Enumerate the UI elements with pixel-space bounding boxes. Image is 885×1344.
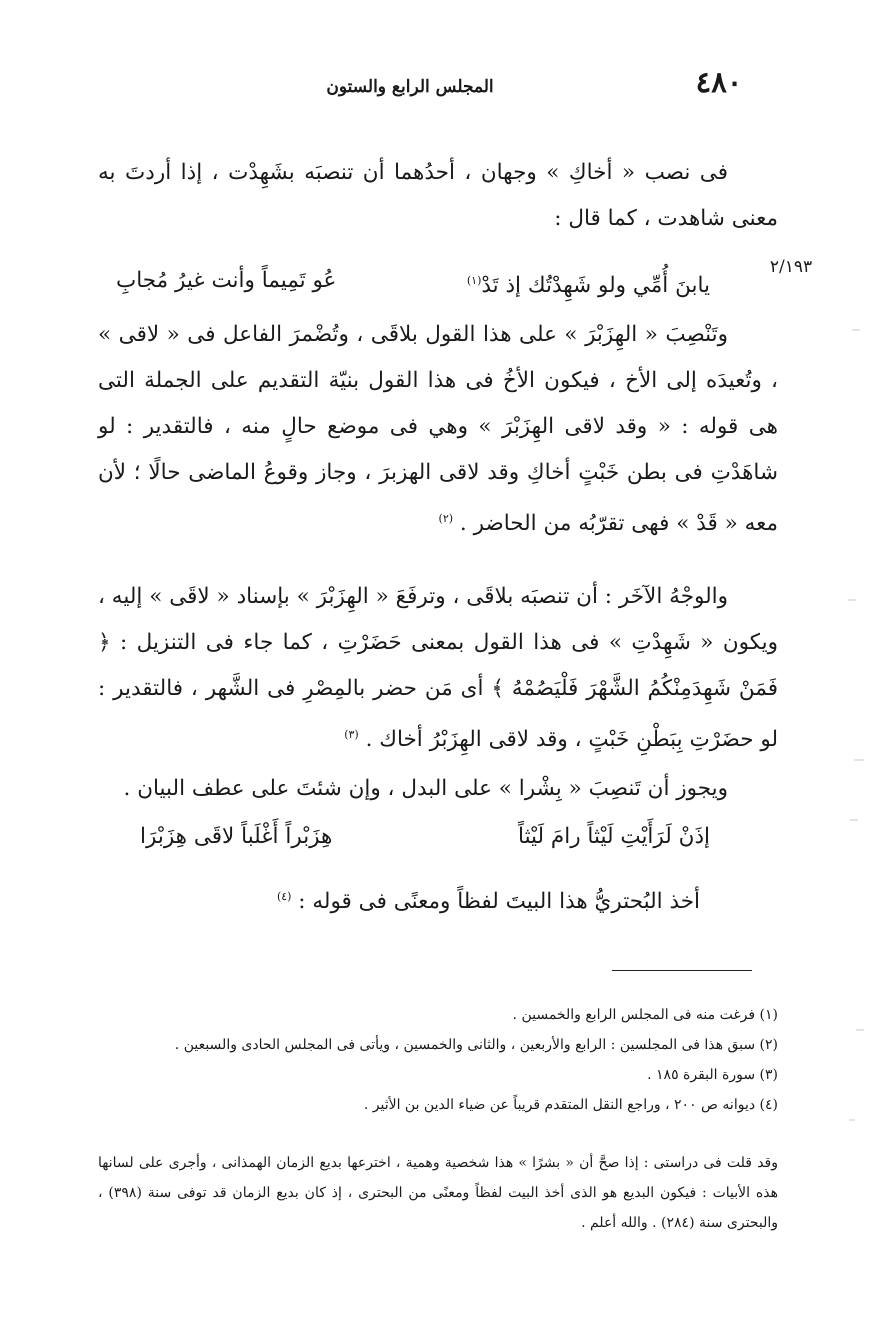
footnote-note: وقد قلت فى دراستى : إذا صحَّ أن « بشرًا » هذا شخصية وهمية ، اخترعها بديع الزمان الهمذانى ، وأجرى على لسانها هذه الأبيات : فيكون البديع هو الذى أخذ البيت لفظاً ومعنًى من البحترى ، إذ كان بديع الزمان قد توفى سنة (٣٩٨) ، والبحترى سنة (٢٨٤) . والله أعلم . (98, 1155, 778, 1231)
paragraph-3 (98, 574, 778, 763)
footnote-mark-2: (٢) (438, 512, 454, 525)
paragraph-5 (100, 874, 700, 925)
footnote-mark-1: (١) (466, 274, 482, 287)
footnote-2: (٢) سبق هذا فى المجلسين : الرابع والأربعين ، والثانى والخمسين ، ويأتى فى المجلس الحادى والسبعين . (174, 1037, 778, 1053)
footnote-1: (١) فرغت منه فى المجلس الرابع والخمسين . (512, 1007, 778, 1023)
paragraph-5-text: أخذ البُحتريُّ هذا البيتَ لفظاً ومعنًى فى قوله : (298, 889, 700, 915)
verse-1-left-hemistich: عُو تَمِيماً وأنت غيرُ مُجابِ (116, 268, 337, 293)
verse-1-right-hemistich (467, 258, 710, 309)
page-number: ٤٨٠ (695, 65, 743, 99)
margin-reference: ٢/١٩٣ (769, 257, 813, 277)
footnote-4: (٤) ديوانه ص ٢٠٠ ، وراجع النقل المتقدم قريباً عن ضياء الدين بن الأثير . (363, 1097, 778, 1113)
verse-2-left-hemistich: هِزَبْراً أَغْلَباً لاقَى هِزَبْرَا (140, 824, 333, 849)
paragraph-3-text: والوجْهُ الآخَر : أن تنصبَه بلاقَى ، وترفَعَ « الهِزَبْرَ » بإسناد « لاقَى » إليه ، ويكون « شَهِدْتِ » فى هذا القول بمعنى حَضَرْتِ ، كما جاء فى التنزيل : ﴿ فَمَنْ شَهِدَمِنْكُمُ الشَّهْرَ فَلْيَصُمْهُ ﴾ أى مَن حضر بالمِصْرِ فى الشَّهر ، فالتقدير : لو حضَرْتِ بِبَطْنِ خَبْتٍ ، وقد لاقى الهِزَبْرُ أخاك . (98, 584, 778, 753)
footnote-separator (612, 970, 752, 971)
verse-2 (110, 814, 710, 860)
footnotes (98, 1000, 778, 1120)
footnote-mark-3: (٣) (344, 728, 359, 741)
paragraph-1-text: فى نصب « أخاكِ » وجهان ، أحدُهما أن تنصبَه بشَهِدْت ، إذا أردتَ به معنى شاهدت ، كما قال : (98, 160, 778, 231)
verse-2-right-hemistich: إذَنْ لَرَأَيْتِ لَيْثاً رامَ لَيْثاً (518, 824, 710, 849)
verse-1 (110, 258, 710, 304)
paragraph-2 (98, 312, 778, 547)
scan-edge-marks (840, 0, 885, 1344)
footnote-3: (٣) سورة البقرة ١٨٥ . (647, 1067, 778, 1083)
paragraph-4-text: ويجوز أن تَنصِبَ « بِشْرا » على البدل ، وإن شئتَ على عطف البيان . (123, 776, 728, 801)
page-header-title: المجلس الرابع والستون (326, 77, 494, 97)
verse-1-right-text: يابنَ أُمِّي ولو شَهِدْتُك إذ تَدْ (481, 273, 710, 299)
paragraph-4 (98, 766, 778, 812)
paragraph-2-text: وتَنْصِبَ « الهِزَبْرَ » على هذا القول بلاقَى ، وتُضْمرَ الفاعل فى « لاقى » ، وتُعيدَه إلى الأخ ، فيكون الأخُ فى هذا القول بنيّة التقديم على الجملة التى هى قوله : « وقد لاقى الهِزَبْرَ » وهي فى موضع حالٍ منه ، فالتقدير : لو شاهَدْتِ فى بطن خَبْتٍ أخاكِ وقد لاقى الهزبرَ ، وجاز وقوعُ الماضى حالًا ؛ لأن معه « قَدْ » فهى تقرّبُه من الحاضر . (98, 322, 778, 537)
paragraph-1 (98, 150, 778, 242)
footnote-mark-4: (٤) (276, 890, 292, 903)
